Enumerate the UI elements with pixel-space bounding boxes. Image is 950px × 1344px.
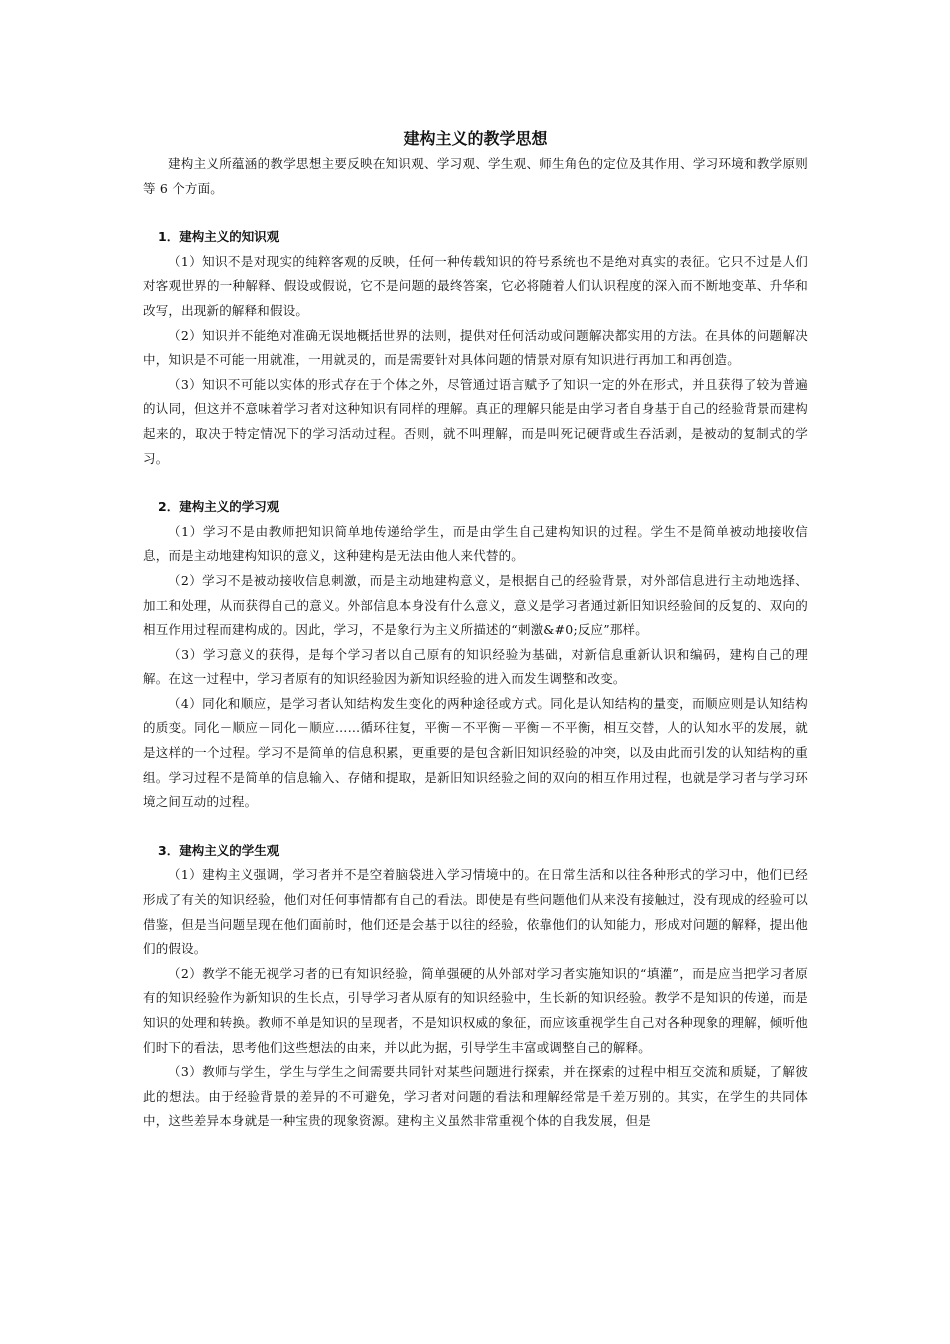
section-heading-knowledge: 1．建构主义的知识观 [158,229,280,245]
paragraph: （1）知识不是对现实的纯粹客观的反映，任何一种传载知识的符号系统也不是绝对真实的表征。它只不过是人们对客观世界的一种解释、假设或假说，它不是问题的最终答案，它必将随着人们认识程度的深入而不断地变革、升华和改写，出现新的解释和假设。 [143,253,808,318]
section-spacer [143,201,808,225]
section-heading-students: 3．建构主义的学生观 [158,842,280,858]
paragraph: （3）学习意义的获得，是每个学习者以自己原有的知识经验为基础，对新信息重新认识和编码，建构自己的理解。在这一过程中，学习者原有的知识经验因为新知识经验的进入而发生调整和改变。 [143,646,808,687]
paragraph: （2）学习不是被动接收信息刺激，而是主动地建构意义，是根据自己的经验背景，对外部信息进行主动地选择、加工和处理，从而获得自己的意义。外部信息本身没有什么意义，意义是学习者通过新旧知识经验间的反复的、双向的相互作用过程而建构成的。因此，学习，不是象行为主义所描述的“刺激&#0;反应”那样。 [143,572,808,638]
document-title: 建构主义的教学思想 [403,129,548,148]
paragraph: （1）学习不是由教师把知识简单地传递给学生，而是由学生自己建构知识的过程。学生不是简单被动地接收信息，而是主动地建构知识的意义，这种建构是无法由他人来代替的。 [143,523,808,564]
document-body [143,128,808,1134]
section-spacer [143,471,808,495]
section-heading-learning: 2．建构主义的学习观 [158,499,280,515]
section-spacer [143,815,808,839]
paragraph: （3）教师与学生，学生与学生之间需要共同针对某些问题进行探索，并在探索的过程中相互交流和质疑，了解彼此的想法。由于经验背景的差异的不可避免，学习者对问题的看法和理解经常是千差万别的。其实，在学生的共同体中，这些差异本身就是一种宝贵的现象资源。建构主义虽然非常重视个体的自我发展，但是 [143,1064,808,1129]
intro-paragraph: 建构主义所蕴涵的教学思想主要反映在知识观、学习观、学生观、师生角色的定位及其作用、学习环境和教学原则等 6 个方面。 [143,156,808,196]
paragraph: （2）教学不能无视学习者的已有知识经验，简单强硬的从外部对学习者实施知识的“填灌”，而是应当把学习者原有的知识经验作为新知识的生长点，引导学习者从原有的知识经验中，生长新的知识经验。教学不是知识的传递，而是知识的处理和转换。教师不单是知识的呈现者，不是知识权威的象征，而应该重视学生自己对各种现象的理解，倾听他们时下的看法，思考他们这些想法的由来，并以此为据，引导学生丰富或调整自己的解释。 [143,965,808,1055]
paragraph: （3）知识不可能以实体的形式存在于个体之外，尽管通过语言赋予了知识一定的外在形式，并且获得了较为普遍的认同，但这并不意味着学习者对这种知识有同样的理解。真正的理解只能是由学习者自身基于自己的经验背景而建构起来的，取决于特定情况下的学习活动过程。否则，就不叫理解，而是叫死记硬背或生吞活剥，是被动的复制式的学习。 [143,376,808,466]
paragraph: （2）知识并不能绝对准确无误地概括世界的法则，提供对任何活动或问题解决都实用的方法。在具体的问题解决中，知识是不可能一用就准，一用就灵的，而是需要针对具体问题的情景对原有知识进行再加工和再创造。 [143,327,808,368]
paragraph: （4）同化和顺应，是学习者认知结构发生变化的两种途径或方式。同化是认知结构的量变，而顺应则是认知结构的质变。同化－顺应－同化－顺应……循环往复，平衡－不平衡－平衡－不平衡，相互交替，人的认知水平的发展，就是这样的一个过程。学习不是简单的信息积累，更重要的是包含新旧知识经验的冲突，以及由此而引发的认知结构的重组。学习过程不是简单的信息输入、存储和提取，是新旧知识经验之间的双向的相互作用过程，也就是学习者与学习环境之间互动的过程。 [143,695,808,810]
paragraph: （1）建构主义强调，学习者并不是空着脑袋进入学习情境中的。在日常生活和以往各种形式的学习中，他们已经形成了有关的知识经验，他们对任何事情都有自己的看法。即使是有些问题他们从来没有接触过，没有现成的经验可以借鉴，但是当问题呈现在他们面前时，他们还是会基于以往的经验，依靠他们的认知能力，形成对问题的解释，提出他们的假设。 [143,867,808,957]
